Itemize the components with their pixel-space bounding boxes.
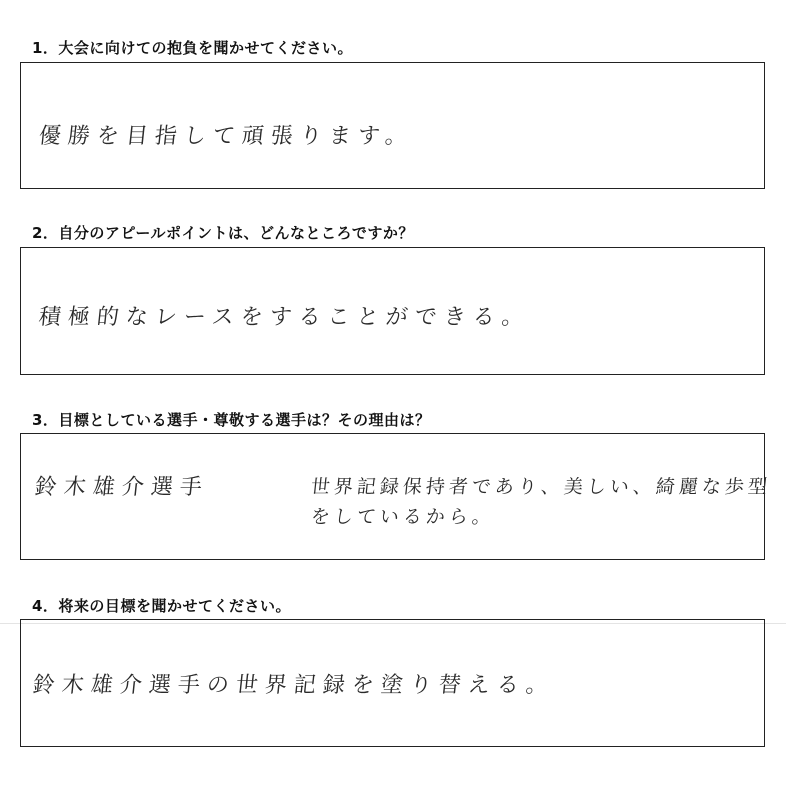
answer-3-name: 鈴木雄介選手 (33, 475, 211, 500)
answer-box-2[interactable] (20, 247, 765, 375)
answer-4-text: 鈴木雄介選手の世界記録を塗り替える。 (31, 673, 557, 698)
question-2-label: 2．自分のアピールポイントは、どんなところですか？ (32, 224, 414, 242)
question-1-label: 1．大会に向けての抱負を聞かせてください。 (32, 39, 353, 57)
answer-1-text: 優勝を目指して頑張ります。 (37, 124, 416, 149)
question-3-label: 3．目標としている選手・尊敬する選手は？その理由は？ (32, 411, 431, 429)
answer-3-reason-line-2: をしているから。 (309, 506, 497, 528)
answer-3-reason-line-1: 世界記録保持者であり、美しい、綺麗な歩型 (309, 476, 773, 498)
answer-box-1[interactable] (20, 62, 765, 189)
answer-box-4[interactable] (20, 619, 765, 747)
answer-box-3[interactable] (20, 433, 773, 560)
answer-2-text: 積極的なレースをすることができる。 (37, 305, 533, 330)
question-4-label: 4．将来の目標を聞かせてください。 (32, 597, 291, 615)
